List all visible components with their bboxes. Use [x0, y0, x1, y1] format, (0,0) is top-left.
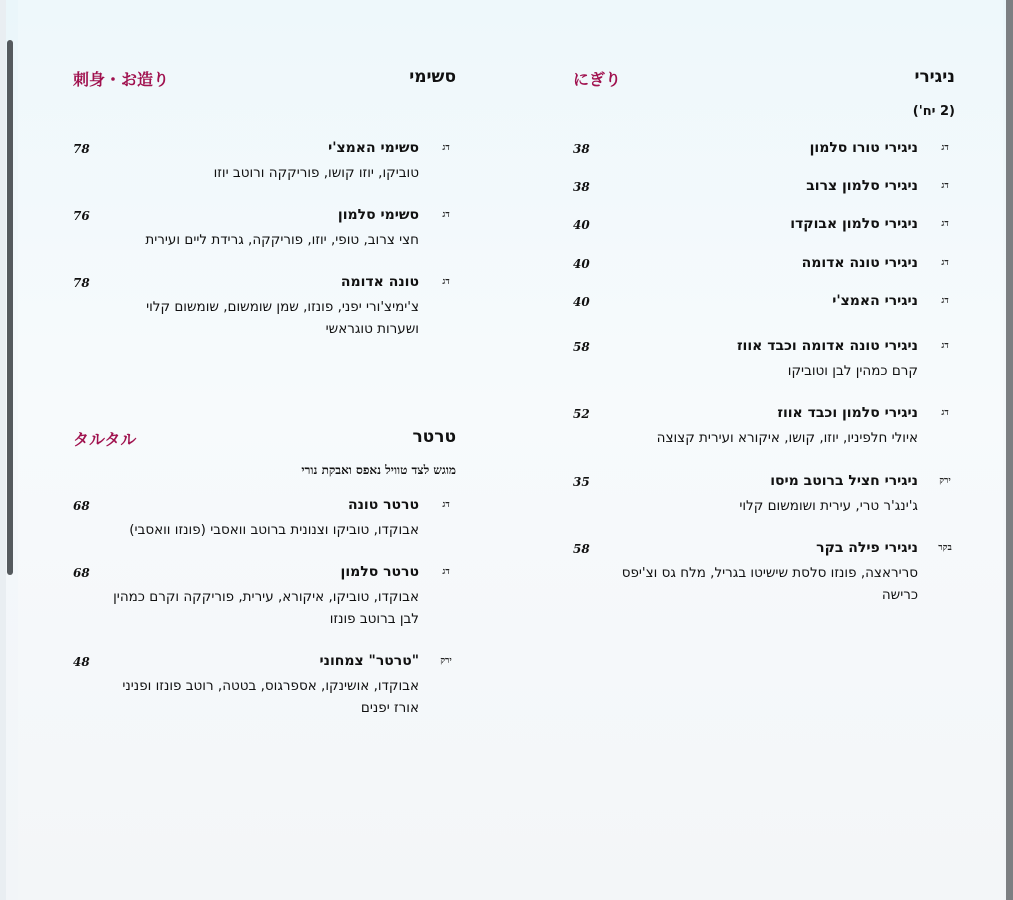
item-price: 40: [573, 257, 590, 271]
nigiri-quantity-note: (2 יח'): [912, 104, 955, 119]
item-price: 40: [573, 218, 590, 232]
item-name: סשימי האמצ'י: [328, 140, 419, 156]
item-description: טוביקו, יוזו קושו, פוריקקה ורוטב יוזו: [213, 165, 419, 181]
item-name: ניגירי סלמון צרוב: [806, 178, 918, 194]
item-description: אבוקדו, טוביקו, איקורא, עירית, פוריקקה וקרם כמהין לבן ברוטב פונזו: [113, 589, 419, 627]
item-price: 35: [573, 475, 590, 489]
item-category-tag: דג: [442, 143, 450, 153]
tartar-header: [73, 427, 456, 455]
item-category-tag: דג: [941, 296, 949, 306]
item-price: 58: [573, 340, 590, 354]
item-price: 38: [573, 142, 590, 156]
item-name: ניגירי סלמון אבוקדו: [790, 216, 918, 232]
item-name: ניגירי סלמון וכבד אווז: [777, 405, 918, 421]
item-name: ניגירי טונה אדומה: [801, 255, 918, 271]
section-title: ניגירי: [914, 67, 955, 87]
item-name: "טרטר" צמחוני: [319, 653, 419, 669]
item-name: סשימי סלמון: [337, 207, 419, 223]
section-japanese-title: タルタル: [73, 430, 137, 449]
item-price: 40: [573, 295, 590, 309]
item-name: ניגירי פילה בקר: [816, 540, 918, 556]
item-name: טונה אדומה: [340, 274, 419, 290]
item-description: אבוקדו, טוביקו וצנונית ברוטב וואסבי (פונזו וואסבי): [129, 522, 419, 538]
item-description: קרם כמהין לבן וטוביקו: [787, 363, 918, 379]
item-price: 76: [73, 209, 90, 223]
nigiri-header: [573, 67, 955, 95]
item-name: טרטר טונה: [347, 497, 419, 513]
item-price: 52: [573, 407, 590, 421]
tartar-serving-note: מוגש לצד טוויל נאפס ואבקת נורי: [301, 463, 456, 477]
item-category-tag: דג: [941, 219, 949, 229]
item-name: ניגירי חציל ברוטב מיסו: [770, 473, 918, 489]
item-price: 78: [73, 142, 90, 156]
item-price: 48: [73, 655, 90, 669]
item-category-tag: דג: [442, 210, 450, 220]
window-frame-left: [0, 0, 6, 900]
item-price: 38: [573, 180, 590, 194]
item-category-tag: דג: [941, 258, 949, 268]
section-japanese-title: にぎり: [573, 70, 622, 89]
item-price: 58: [573, 542, 590, 556]
vertical-scrollbar[interactable]: [7, 40, 13, 575]
section-title: סשימי: [409, 67, 456, 87]
item-name: ניגירי האמצ'י: [832, 293, 918, 309]
item-category-tag: ירק: [440, 656, 452, 666]
item-description: איולי חלפיניו, יוזו, קושו, איקורא ועירית קצוצה: [656, 430, 918, 446]
item-name: ניגירי טורו סלמון: [809, 140, 918, 156]
section-title: טרטר: [412, 427, 456, 447]
item-category-tag: דג: [442, 277, 450, 287]
item-category-tag: דג: [442, 500, 450, 510]
item-category-tag: ירק: [939, 476, 951, 486]
item-category-tag: דג: [941, 143, 949, 153]
item-price: 68: [73, 566, 90, 580]
item-name: ניגירי טונה אדומה וכבד אווז: [736, 338, 918, 354]
menu-page: [18, 0, 1003, 900]
item-price: 68: [73, 499, 90, 513]
item-category-tag: דג: [941, 408, 949, 418]
item-category-tag: דג: [442, 567, 450, 577]
sashimi-header: [73, 67, 456, 95]
item-description: אבוקדו, אושינקו, אספרגוס, בטטה, רוטב פונזו ופניני אורז יפנים: [122, 678, 419, 716]
window-frame-right: [1006, 0, 1013, 900]
item-category-tag: דג: [941, 181, 949, 191]
item-category-tag: בקר: [938, 543, 952, 553]
item-description: סריראצה, פונזו סלסת שישיטו בגריל, מלח גס וצ'יפס כרישה: [621, 565, 918, 603]
item-price: 78: [73, 276, 90, 290]
section-japanese-title: 刺身・お造り: [73, 70, 170, 89]
item-category-tag: דג: [941, 341, 949, 351]
item-description: צ'ימיצ'ורי יפני, פונזו, שמן שומשום, שומשום קלוי ושערות טוגראשי: [146, 299, 419, 337]
item-description: ג'ינג'ר טרי, עירית ושומשום קלוי: [739, 498, 918, 514]
item-name: טרטר סלמון: [340, 564, 419, 580]
item-description: חצי צרוב, טופי, יוזו, פוריקקה, גרידת ליים ועירית: [145, 232, 419, 248]
